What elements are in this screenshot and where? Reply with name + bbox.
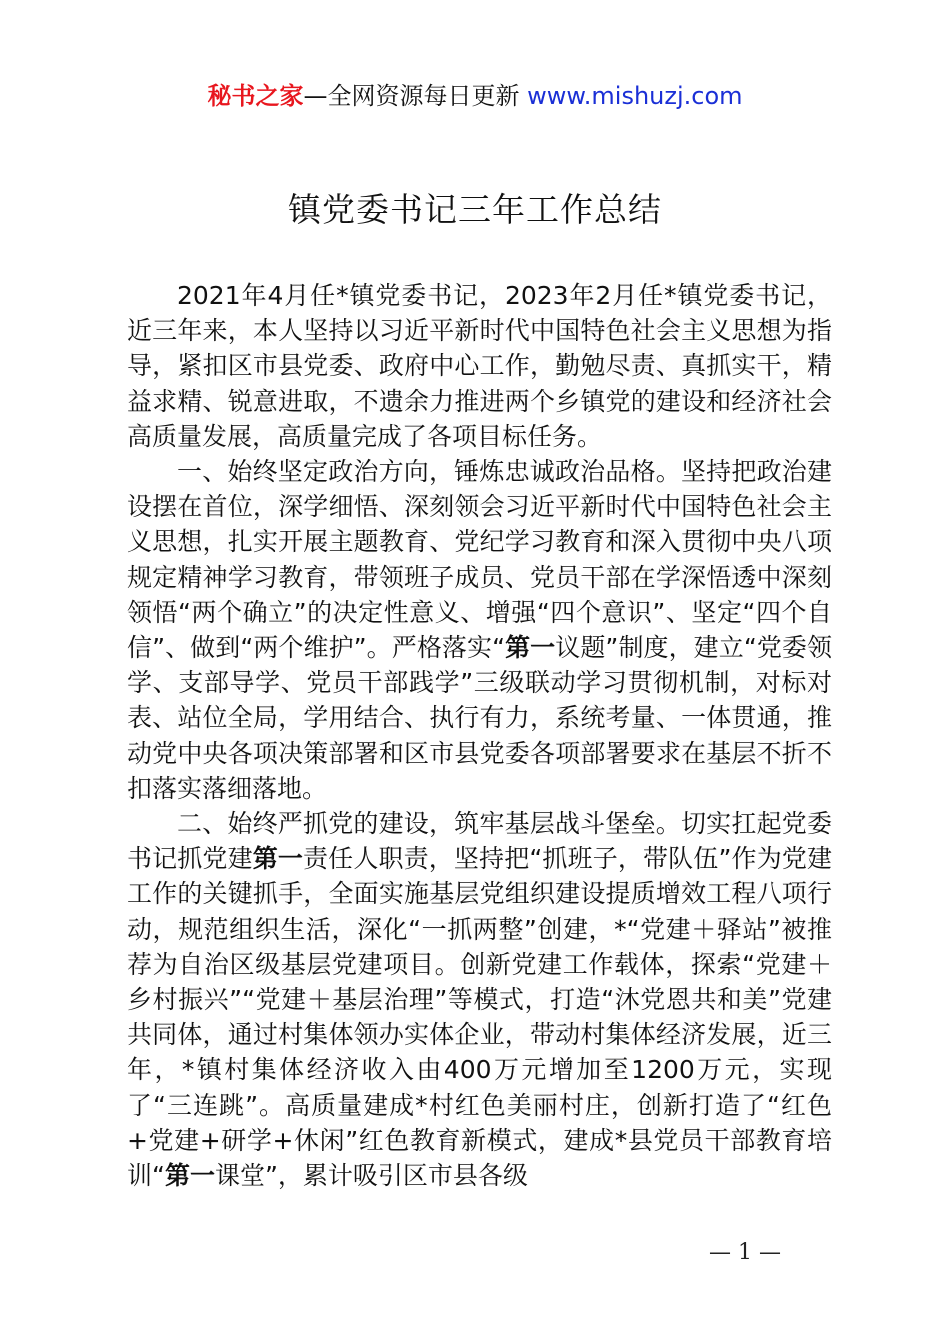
paragraph-intro	[127, 278, 832, 454]
paragraph-text: 2021年4月任*镇党委书记，2023年2月任*镇党委书记，近三年来，本人坚持以习近平新时代中国特色社会主义思想为指导，紧扣区市县党委、政府中心工作，勤勉尽责、真抓实干，精益求精、锐意进取，不遗余力推进两个乡镇党的建设和经济社会高质量发展，高质量完成了各项目标任务。	[127, 281, 832, 451]
site-banner	[0, 80, 950, 112]
brand-name: 秘书之家	[207, 82, 304, 110]
site-url[interactable]: www.mishuzj.com	[527, 82, 743, 110]
paragraph-text: 责任人职责，坚持把“抓班子，带队伍”作为党建工作的关键抓手，全面实施基层党组织建设提质增效工程八项行动，规范组织生活，深化“一抓两整”创建，*“党建＋驿站”被推荐为自治区级基层党建项目。创新党建工作载体，探索“党建＋乡村振兴”“党建＋基层治理”等模式，打造“沐党恩共和美”党建共同体，通过村集体领办实体企业，带动村集体经济发展，近三年，*镇村集体经济收入由400万元增加至1200万元，实现了“三连跳”。高质量建成*村红色美丽村庄，创新打造了“红色+党建+研学+休闲”红色教育新模式，建成*县党员干部教育培训“	[127, 844, 832, 1191]
emphasis-text: 第一	[252, 844, 304, 874]
emphasis-text: 第一	[505, 633, 556, 663]
paragraph-text: 坚持把政治建设摆在首位，深学细悟、深刻领会习近平新时代中国特色社会主义思想，扎实开展主题教育、党纪学习教育和深入贯彻中央八项规定精神学习教育，带领班子成员、党员干部在学深悟透中深刻领悟“两个确立”的决定性意义、增强“四个意识”、坚定“四个自信”、做到“两个维护”。严格落实“	[127, 457, 832, 663]
document-title: 镇党委书记三年工作总结	[288, 190, 662, 229]
paragraph-text: 课堂”，累计吸引区市县各级	[214, 1161, 528, 1191]
section-heading: 一、始终坚定政治方向，锤炼忠诚政治品格。	[177, 457, 681, 487]
paragraph-text: 切实扛起党委书记抓党建	[127, 809, 832, 874]
banner-tagline: —全网资源每日更新	[303, 82, 528, 110]
emphasis-text: 第一	[164, 1161, 215, 1191]
document-body	[127, 278, 832, 1193]
paragraph-section-1	[127, 454, 832, 806]
paragraph-section-2	[127, 806, 832, 1193]
section-heading: 二、始终严抓党的建设，筑牢基层战斗堡垒。	[177, 809, 681, 839]
page-number: — 1 —	[709, 1240, 781, 1265]
paragraph-text: 议题”制度，建立“党委领学、支部导学、党员干部践学”三级联动学习贯彻机制，对标对表、站位全局，学用结合、执行有力，系统考量、一体贯通，推动党中央各项决策部署和区市县党委各项部署要求在基层不折不扣落实落细落地。	[127, 633, 833, 803]
